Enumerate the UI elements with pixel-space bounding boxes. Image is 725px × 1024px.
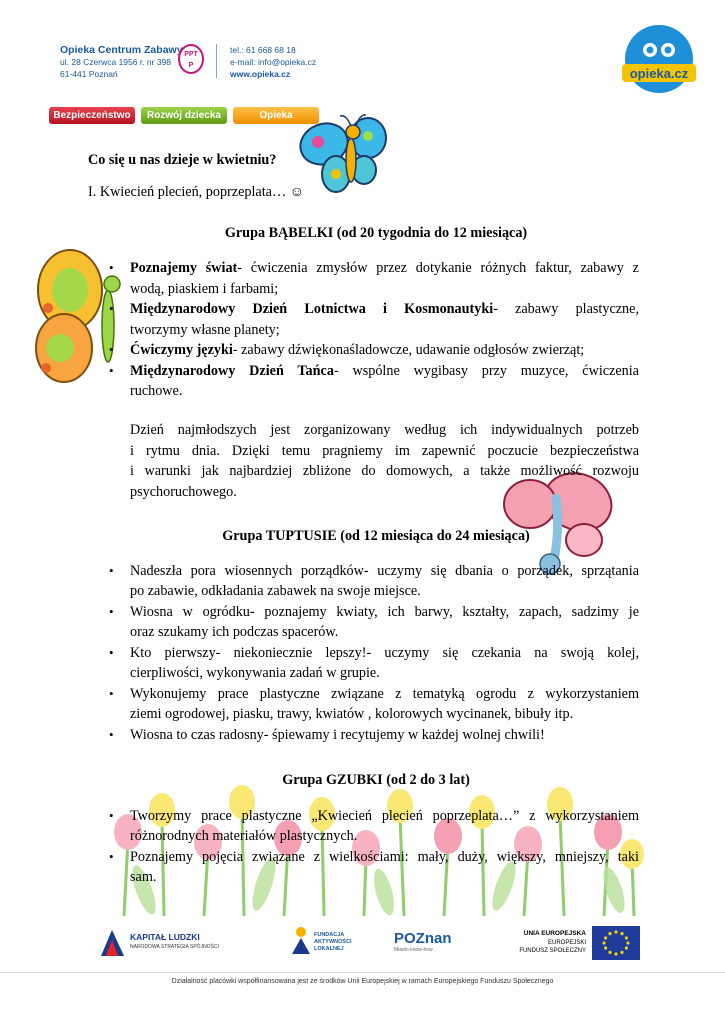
pptp-badge-text: PPTP [184, 51, 198, 69]
g1-item-3-text: - zabawy dźwiękonaśladowcze, udawanie odgłosów zwierząt; [232, 342, 585, 358]
butterfly-top-illustration [296, 112, 390, 202]
eu-line-1: UNIA EUROPEJSKA [523, 930, 586, 937]
eu-line-2: EUROPEJSKI [547, 940, 586, 946]
footer-note: Działalność placówki współfinansowana jest ze środków Unii Europejskiej w ramach Europejskiego Funduszu Społecznego [171, 978, 554, 985]
bullet: • [109, 645, 114, 660]
g1-paragraph-line-2: i rytmu dnia. Dzięki temu pragniemy im zapewnić poczucie bezpieczeństwa [130, 443, 639, 459]
eu-line-3: FUNDUSZ SPOŁECZNY [519, 948, 586, 954]
nav-bezpieczenstwo[interactable]: Bezpieczeństwo [49, 107, 135, 124]
g1-item-2-line-2: tworzymy własne planety; [130, 322, 280, 338]
contact-details [230, 44, 316, 80]
org-name: Opieka Centrum Zabawy [60, 44, 183, 56]
bullet: • [109, 363, 114, 378]
g1-item-1-text: - ćwiczenia zmysłów przez dotykanie różnych faktur, zabawy z [237, 260, 639, 276]
bullet: • [109, 849, 114, 864]
doc-title: Co się u nas dzieje w kwietniu? [88, 152, 277, 168]
g1-item-2-text: - zabawy plastyczne, [493, 301, 639, 317]
eu-flag-icon [592, 926, 640, 960]
g3-item-1-line-2: różnorodnych materiałów plastycznych. [130, 828, 358, 844]
g1-item-3-line-1 [130, 340, 584, 361]
bullet: • [109, 686, 114, 701]
kapital-ludzki-logo [98, 924, 219, 964]
group-2-heading: Grupa TUPTUSIE (od 12 miesiąca do 24 miesiąca) [222, 528, 530, 544]
address-line-1: ul. 28 Czerwca 1956 r. nr 398 [60, 57, 172, 67]
g3-item-2-line-2: sam. [130, 869, 157, 885]
g2-item-2-line-1: Wiosna w ogródku- poznajemy kwiaty, ich barwy, kształty, zapach, sadzimy je [130, 604, 639, 620]
g2-item-4-line-2: ziemi ogrodowej, piasku, trawy, kwiatów , kolorowych wycinanek, bibuły itp. [130, 706, 574, 722]
bullet: • [109, 301, 114, 316]
g1-item-1-line-2: wodą, piaskiem i farbami; [130, 281, 279, 297]
email-link[interactable]: e-mail: info@opieka.cz [230, 57, 317, 67]
logo-text: opieka.cz [629, 66, 689, 81]
g1-item-2-line-1 [130, 299, 639, 320]
g2-item-1-line-2: po zabawie, odkładania zabawek na swoje miejsce. [130, 583, 421, 599]
group-3-heading: Grupa GZUBKI (od 2 do 3 lat) [282, 772, 470, 788]
bullet: • [109, 727, 114, 742]
g1-item-4-line-2: ruchowe. [130, 383, 183, 399]
poznan-text: POZnan [394, 930, 452, 947]
g1-paragraph-line-3: i warunki jak najbardziej zbliżone do domowych, a także możliwość rozwoju [130, 463, 639, 479]
eu-fund-logo [508, 926, 640, 966]
faal-logo [288, 926, 358, 966]
g1-item-3-bold: Ćwiczymy języki [130, 342, 233, 358]
pptp-badge [178, 44, 204, 74]
doc-subtitle: I. Kwiecień plecień, poprzeplata… ☺ [88, 184, 305, 200]
g2-item-5-line-1: Wiosna to czas radosny- śpiewamy i recytujemy w każdej wolnej chwili! [130, 727, 545, 743]
g1-paragraph-line-1: Dzień najmłodszych jest zorganizowany według ich indywidualnych potrzeb [130, 422, 639, 438]
g2-item-3-line-1: Kto pierwszy- niekoniecznie lepszy!- uczymy się czekania na swoją kolej, [130, 645, 639, 661]
website-link[interactable]: www.opieka.cz [230, 69, 291, 79]
poznan-logo [394, 930, 464, 964]
bullet: • [109, 563, 114, 578]
g1-paragraph-line-4: psychoruchowego. [130, 484, 237, 500]
nav-opieka[interactable]: Opieka [233, 107, 319, 124]
opieka-logo[interactable] [616, 22, 702, 96]
bullet: • [109, 808, 114, 823]
g3-item-2-line-1: Poznajemy pojęcia związane z wielkościami: mały, duży, większy, mniejszy, taki [130, 849, 639, 865]
butterfly-left-illustration [26, 248, 134, 398]
bullet: • [109, 604, 114, 619]
faal-text: FUNDACJA AKTYWNOŚCI LOKALNEJ [314, 932, 352, 952]
g1-item-2-bold: Międzynarodowy Dzień Lotnictwa i Kosmonautyki [130, 301, 494, 317]
bullet: • [109, 260, 114, 275]
address-line-2: 61-441 Poznań [60, 69, 118, 79]
group-1-heading: Grupa BĄBELKI (od 20 tygodnia do 12 miesiąca) [224, 225, 528, 241]
faal-star-icon [288, 926, 314, 956]
g2-item-3-line-2: cierpliwości, wykonywania zadań w grupie. [130, 665, 380, 681]
g2-item-1-line-1: Nadeszła pora wiosennych porządków- uczymy się dbania o porządek, sprzątania [130, 563, 639, 579]
g1-item-1-line-1 [130, 258, 639, 279]
g3-item-1-line-1: Tworzymy prace plastyczne „Kwiecień plecień poprzeplata…” z wykorzystaniem [130, 808, 639, 824]
g2-item-2-line-2: oraz szukamy ich podczas spacerów. [130, 624, 339, 640]
kl-title: KAPITAŁ LUDZKI [130, 932, 200, 942]
nav-rozwoj-dziecka[interactable]: Rozwój dziecka [141, 107, 227, 124]
g1-item-4-text: - wspólne wygibasy przy muzyce, ćwiczenia [333, 363, 639, 379]
g1-item-4-bold: Międzynarodowy Dzień Tańca [130, 363, 334, 379]
bullet: • [109, 342, 114, 357]
footer-divider [0, 972, 725, 973]
g1-item-1-bold: Poznajemy świat [130, 260, 238, 276]
phone: tel.: 61 668 68 18 [230, 45, 296, 55]
kl-subtitle: NARODOWA STRATEGIA SPÓJNOŚCI [130, 944, 219, 950]
poznan-subtitle: Miasto know-how [394, 947, 433, 953]
g1-item-4-line-1 [130, 361, 639, 382]
kl-flag-icon [98, 926, 128, 960]
g2-item-4-line-1: Wykonujemy prace plastyczne związane z tematyką ogrodu z wykorzystaniem [130, 686, 639, 702]
org-contact-block [60, 44, 183, 80]
header-divider [216, 44, 217, 78]
